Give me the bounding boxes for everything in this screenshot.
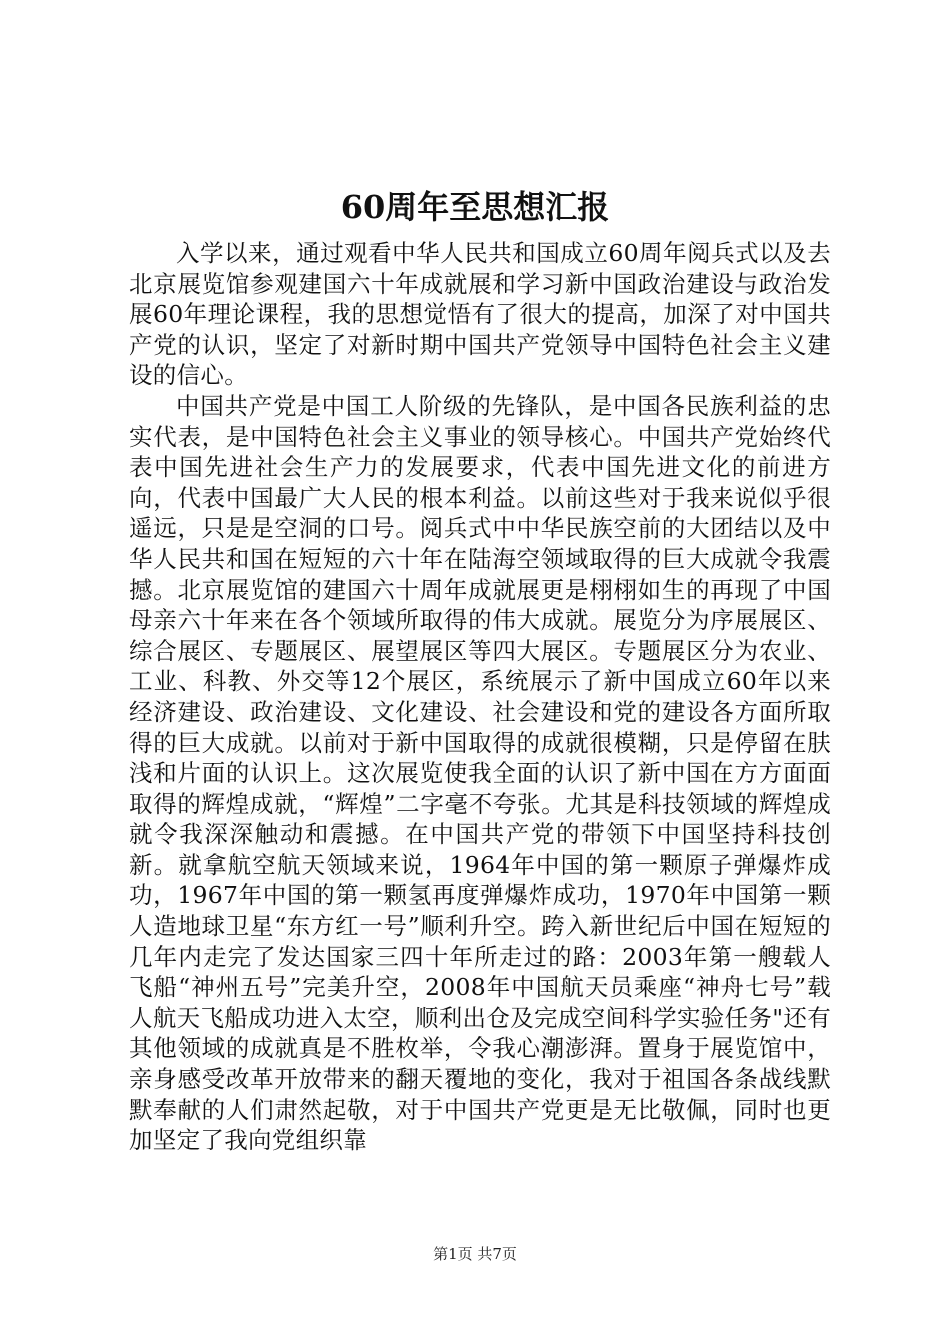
document-body — [129, 238, 831, 1156]
document-title: 60周年至思想汇报 — [340, 188, 610, 226]
paragraph-2: 中国共产党是中国工人阶级的先锋队，是中国各民族利益的忠实代表，是中国特色社会主义事业的领导核心。中国共产党始终代表中国先进社会生产力的发展要求，代表中国先进文化的前进方向，代表中国最广大人民的根本利益。以前这些对于我来说似乎很遥远，只是是空洞的口号。阅兵式中中华民族空前的大团结以及中华人民共和国在短短的六十年在陆海空领域取得的巨大成就令我震撼。北京展览馆的建国六十周年成就展更是栩栩如生的再现了中国母亲六十年来在各个领域所取得的伟大成就。展览分为序展展区、综合展区、专题展区、展望展区等四大展区。专题展区分为农业、工业、科教、外交等12个展区，系统展示了新中国成立60年以来经济建设、政治建设、文化建设、社会建设和党的建设各方面所取得的巨大成就。以前对于新中国取得的成就很模糊，只是停留在肤浅和片面的认识上。这次展览使我全面的认识了新中国在方方面面取得的辉煌成就，“辉煌”二字毫不夸张。尤其是科技领域的辉煌成就令我深深触动和震撼。在中国共产党的带领下中国坚持科技创新。就拿航空航天领域来说，1964年中国的第一颗原子弹爆炸成功，1967年中国的第一颗氢再度弹爆炸成功，1970年中国第一颗人造地球卫星“东方红一号”顺利升空。跨入新世纪后中国在短短的几年内走完了发达国家三四十年所走过的路：2003年第一艘载人飞船“神州五号”完美升空，2008年中国航天员乘座“神舟七号”载人航天飞船成功进入太空，顺利出仓及完成空间科学实验任务"还有其他领域的成就真是不胜枚举，令我心潮澎湃。置身于展览馆中，亲身感受改革开放带来的翻天覆地的变化，我对于祖国各条战线默默奉献的人们肃然起敬，对于中国共产党更是无比敬佩，同时也更加坚定了我向党组织靠 — [129, 391, 831, 1155]
paragraph-1: 入学以来，通过观看中华人民共和国成立60周年阅兵式以及去北京展览馆参观建国六十年成就展和学习新中国政治建设与政治发展60年理论课程，我的思想觉悟有了很大的提高，加深了对中国共产党的认识，坚定了对新时期中国共产党领导中国特色社会主义建设的信心。 — [129, 239, 831, 390]
page-number-footer: 第1页 共7页 — [433, 1245, 517, 1263]
